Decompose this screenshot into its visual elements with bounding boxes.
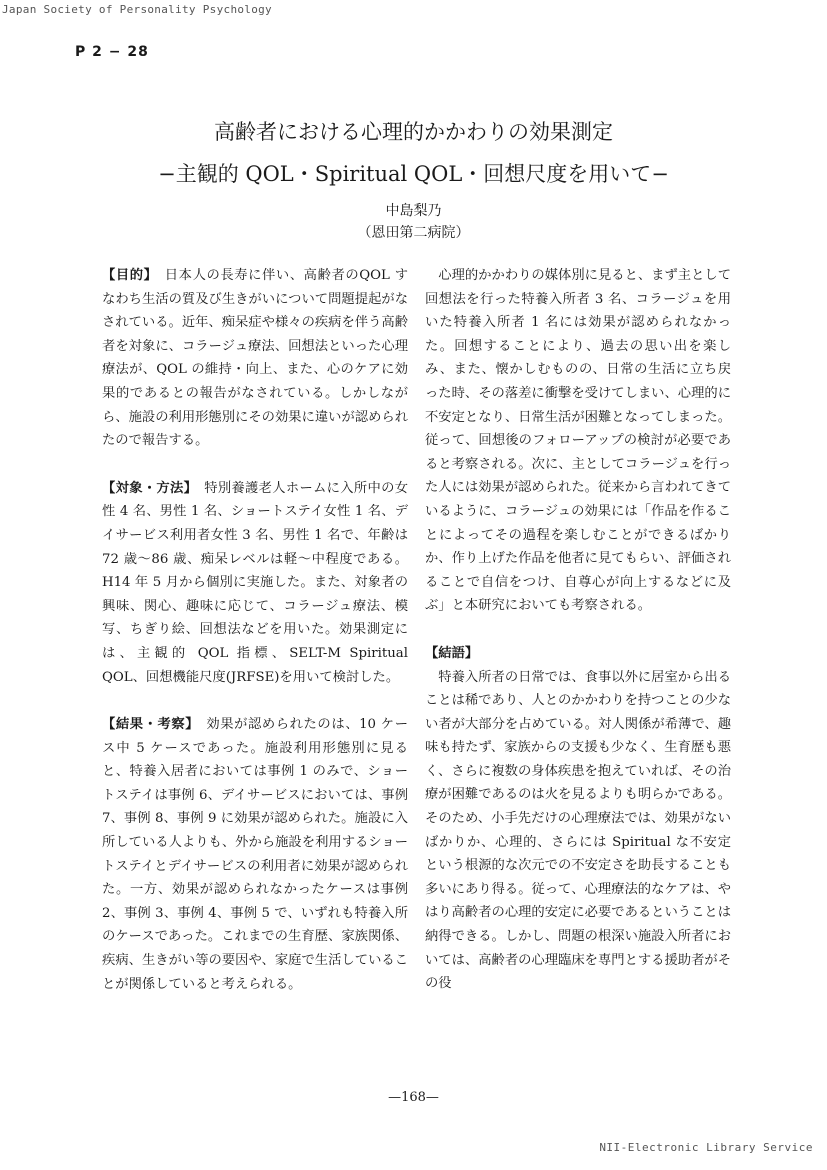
media-paragraph: 心理的かかわりの媒体別に見ると、まず主として回想法を行った特養入所者 3 名、コラージュを用いた特養入所者 1 名には効果が認められなかった。回想することにより、過去の思い出を楽しみ、また、懐かしむものの、日常の生活に立ち戻った時、その落差に衝撃を受けてしまい、心理的に不安定となり、日常生活が困難となってしまった。従って、回想後のフォローアップの検討が必要であると考察される。次に、主としてコラージュを行った人には効果が認められた。従来から言われてきているように、コラージュの効果には「作品を作ることによってその過程を楽しむことができるばかりか、作り上げた作品を他者に見てもらい、評価されることで自信をつけ、自尊心が向上するなどに及ぶ」と本研究においても考察される。: [425, 268, 731, 614]
results-text: 効果が認められたのは、10 ケース中 5 ケースであった。施設利用形態別に見ると、特養入居者においては事例 1 のみで、ショートステイは事例 6、デイサービスにおいては、事例 7、事例 8、事例 9 に効果が認められた。施設に入所している人よりも、外から施設を利用するショートステイとデイサービスの利用者に効果が認められた。一方、効果が認められなかったケースは事例 2、事例 3、事例 4、事例 5 で、いずれも特養入所のケースであった。これまでの生育歴、家族関係、疾病、生きがい等の要因や、家庭で生活していることが関係していると考えられる。: [102, 717, 408, 992]
library-service-footer: NII-Electronic Library Service: [599, 1141, 813, 1154]
purpose-text: 日本人の長寿に伴い、高齢者のQOL すなわち生活の質及び生きがいについて問題提起がなされている。近年、痴呆症や様々の疾病を伴う高齢者を対象に、コラージュ療法、回想法といった心理療法が、QOL の維持・向上、また、心のケアに効果的であるとの報告がなされている。しかしながら、施設の利用形態別にその効果に違いが認められたので報告する。: [102, 268, 408, 449]
method-heading: 【対象・方法】: [102, 480, 191, 496]
results-paragraph: [102, 713, 408, 996]
presentation-code: P 2 − 28: [75, 44, 149, 60]
method-text: 特別養護老人ホームに入所中の女性 4 名、男性 1 名、ショートステイ女性 1 名、デイサービス利用者女性 3 名、男性 1 名で、年齢は 72 歳〜86 歳、痴呆レベルは軽〜中程度である。H14 年 5 月から個別に実施した。また、対象者の興味、関心、趣味に応じて、コラージュ療法、模写、ちぎり絵、回想法などを用いた。効果測定には、主観的 QOL 指標、SELT-M Spiritual QOL、回想機能尺度(JRFSE)を用いて検討した。: [102, 480, 409, 685]
page-number: —168—: [388, 1090, 439, 1105]
paper-subtitle: −主観的 QOL・Spiritual QOL・回想尺度を用いて−: [158, 162, 669, 186]
results-heading: 【結果・考察】: [102, 717, 193, 733]
right-column: [425, 264, 731, 996]
conclusion-paragraph: 特養入所者の日常では、食事以外に居室から出ることは稀であり、人とのかかわりを持つことの少ない者が大部分を占めている。対人関係が希薄で、趣味も持たず、家族からの支援も少なく、生育歴も悪く、さらに複数の身体疾患を抱えていれば、その治療が困難であるのは火を見るよりも明らかである。そのため、小手先だけの心理療法では、効果がないばかりか、心理的、さらには Spiritual な不安定という根源的な次元での不安定さを助長することも多いにあり得る。従って、心理療法的なケアは、やはり高齢者の心理的安定に必要であるということは納得できる。しかし、問題の根深い施設入所者においては、高齢者の心理臨床を専門とする援助者がその役: [425, 669, 731, 992]
author-name: 中島梨乃: [385, 203, 442, 219]
purpose-heading: 【目的】: [102, 268, 151, 283]
paper-title: 高齢者における心理的かかわりの効果測定: [214, 120, 613, 144]
author-affiliation: （恩田第二病院）: [357, 225, 470, 241]
conclusion-heading: 【結語】: [425, 645, 479, 661]
society-header: Japan Society of Personality Psychology: [2, 3, 272, 16]
purpose-paragraph: [102, 264, 408, 453]
left-column: [102, 264, 408, 996]
method-paragraph: [102, 477, 408, 689]
